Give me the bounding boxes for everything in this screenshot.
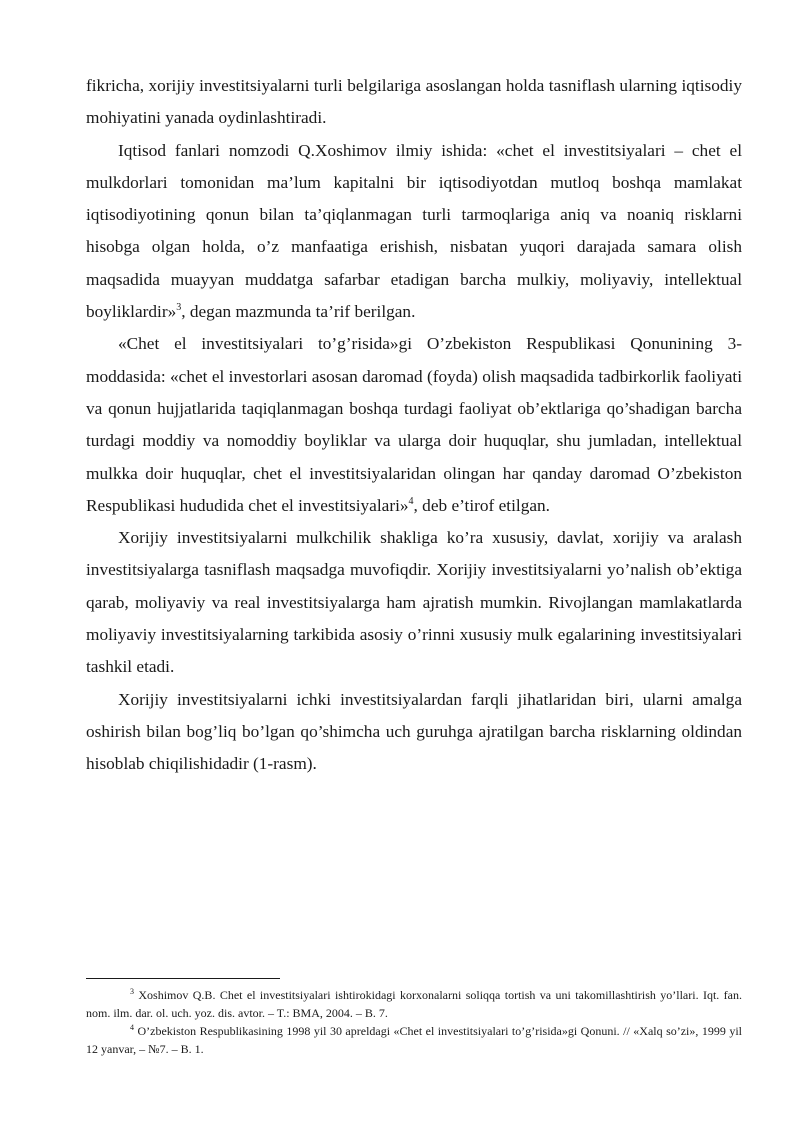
footnote-text: O’zbekiston Respublikasining 1998 yil 30 apreldagi «Chet el investitsiyalari to’g’risida»gi Qonuni. // «Xalq so’zi», 1999 yil 12 yanvar, – №7. – B. 1. — [86, 1024, 742, 1056]
paragraph-text: Iqtisod fanlari nomzodi Q.Xoshimov ilmiy ishida: «chet el investitsiyalari – chet el mulkdorlari tomonidan ma’lum kapitalni bir iqtisodiyotdan mutloq boshqa mamlakat iqtisodiyotining qonun bilan ta’qiqlanmagan turli tarmoqlariga aniq va noaniq risklarni hisobga olgan holda, o’z manfaatiga erishish, nisbatan yuqori darajada samara olish maqsadida muayyan muddatga safarbar etadigan barcha mulkiy, moliyaviy, intellektual boyliklardir» — [86, 140, 742, 322]
footnote — [86, 986, 742, 1022]
paragraph-text: , degan mazmunda ta’rif berilgan. — [181, 302, 416, 322]
footnotes — [86, 986, 742, 1058]
footnote-separator — [86, 978, 280, 979]
paragraph — [86, 328, 742, 522]
footnote — [86, 1022, 742, 1058]
paragraph — [86, 70, 742, 135]
paragraph — [86, 684, 742, 781]
paragraph-text: , deb e’tirof etilgan. — [413, 495, 550, 515]
paragraph-text: Xorijiy investitsiyalarni ichki investitsiyalardan farqli jihatlaridan biri, ularni amalga oshirish bilan bog’liq bo’lgan qo’shimcha uch guruhga ajratilgan barcha risklarning oldindan hisoblab chiqilishidadir (1-rasm). — [86, 689, 742, 774]
footnote-number: 3 — [130, 987, 134, 996]
document-body — [86, 70, 742, 781]
footnote-number: 4 — [130, 1023, 134, 1032]
paragraph-text: «Chet el investitsiyalari to’g’risida»gi O’zbekiston Respublikasi Qonunining 3-moddasida: «chet el investorlari asosan daromad (foyda) olish maqsadida tadbirkorlik faoliyati va qonun hujjatlarida taqiqlanmagan boshqa turdagi faoliyat ob’ektlariga qo’shadigan barcha turdagi moddiy va nomoddiy boyliklar va ularga doir huquqlar, shu jumladan, intellektual mulkka doir huquqlar, chet el investitsiyalaridan olingan har qanday daromad O’zbekiston Respublikasi hududida chet el investitsiyalari» — [86, 334, 742, 515]
footnote-reference[interactable]: 3 — [176, 302, 182, 314]
paragraph — [86, 135, 742, 329]
footnote-text: Xoshimov Q.B. Chet el investitsiyalari ishtirokidagi korxonalarni soliqqa tortish va uni takomillashtirish yo’llari. Iqt. fan. nom. ilm. dar. ol. uch. yoz. dis. avtor. – T.: BMA, 2004. – B. 7. — [86, 988, 742, 1020]
footnote-reference[interactable]: 4 — [408, 496, 414, 508]
paragraph-text: Xorijiy investitsiyalarni mulkchilik shakliga ko’ra xususiy, davlat, xorijiy va aralash investitsiyalarga tasniflash maqsadga muvofiqdir. Xorijiy investitsiyalarni yo’nalish ob’ektiga qarab, moliyaviy va real investitsiyalarga ham ajratish mumkin. Rivojlangan mamlakatlarda moliyaviy investitsiyalarning tarkibida asosiy o’rinni xususiy mulk egalarining investitsiyalari tashkil etadi. — [86, 528, 742, 677]
paragraph — [86, 522, 742, 683]
paragraph-text: fikricha, xorijiy investitsiyalarni turli belgilariga asoslangan holda tasniflash ularning iqtisodiy mohiyatini yanada oydinlashtiradi. — [86, 76, 742, 128]
